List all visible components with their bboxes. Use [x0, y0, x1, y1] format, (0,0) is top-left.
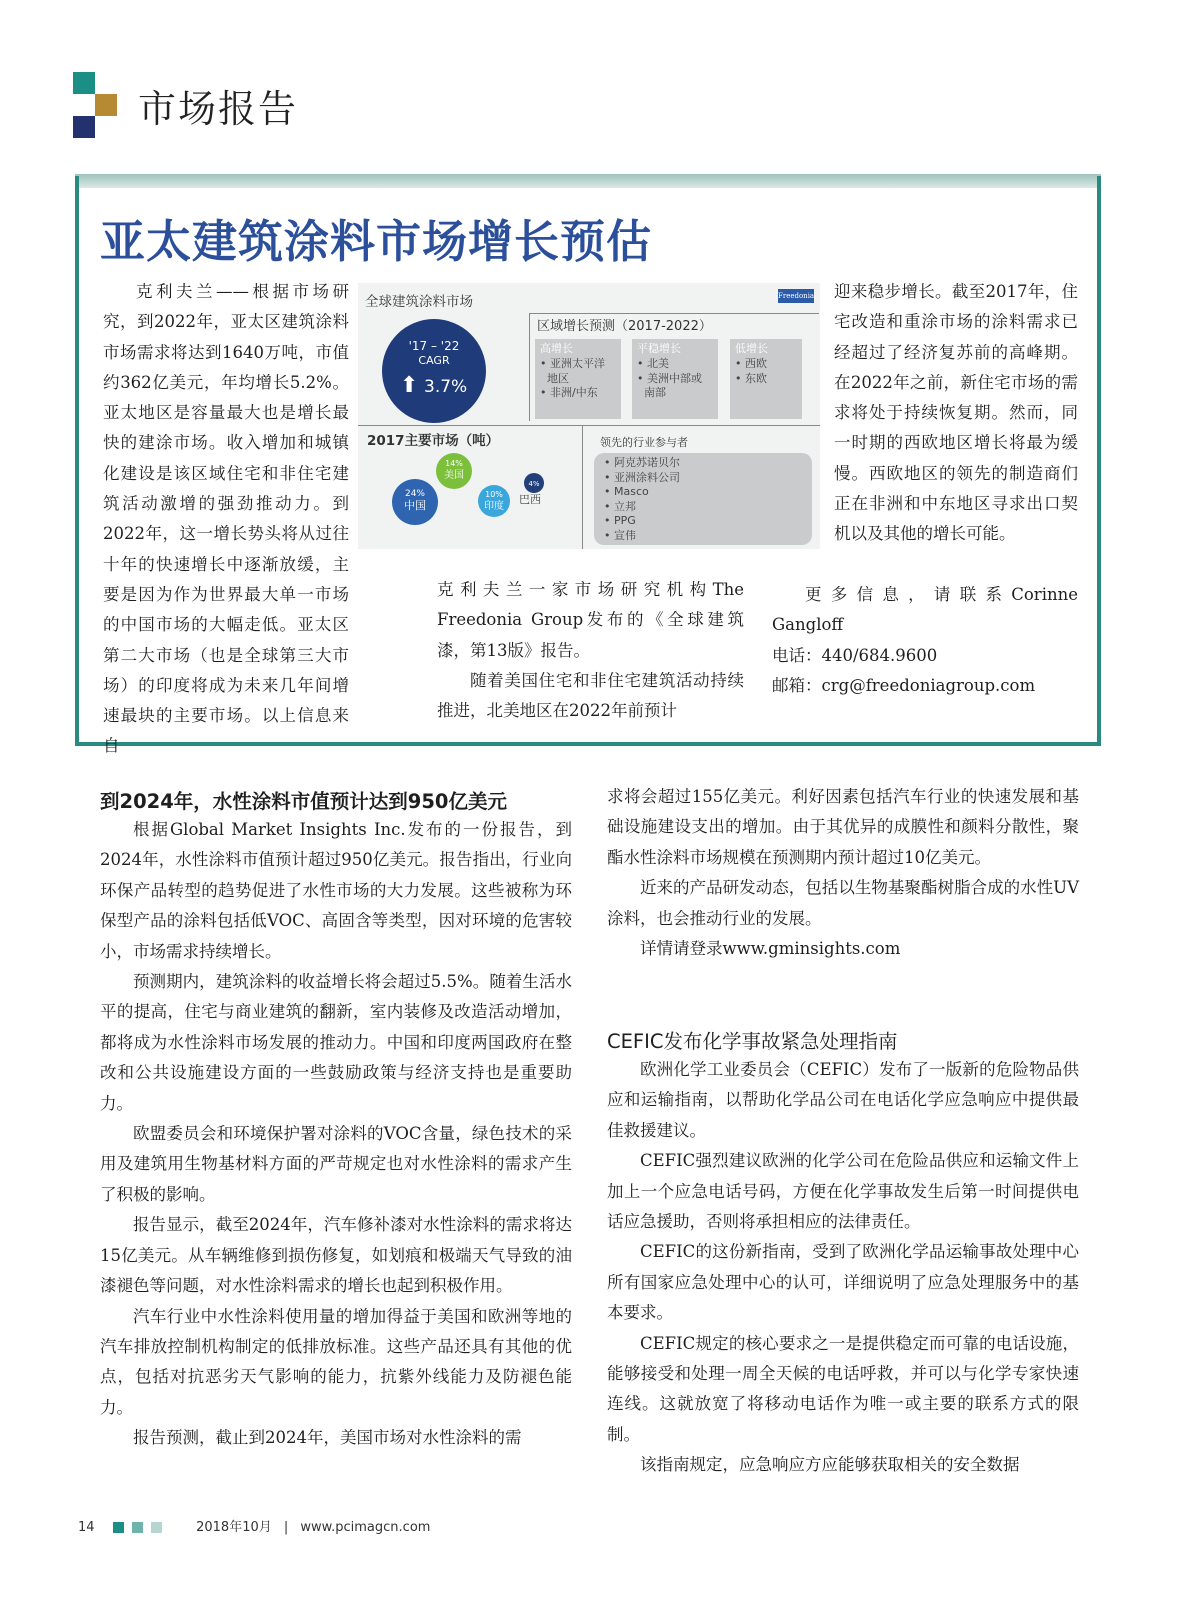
mid-growth-items: • 北美 • 美洲中部或 南部 — [637, 357, 702, 399]
article1-link[interactable]: 详情请登录www.gminsights.com — [640, 939, 901, 959]
players-list: • 阿克苏诺贝尔 • 亚洲涂料公司 • Masco • 立邦 • PPG • 宣伟 — [604, 456, 680, 542]
feature-col1-paragraph: 克利夫兰——根据市场研究，到2022年，亚太区建筑涂料市场需求将达到1640万吨，市值约362亿美元，年均增长5.2%。亚太地区是容量最大也是增长最快的建涂市场。收入增加和城镇化建设是该区域住宅和非住宅建筑活动激增的强劲推动力。到2022年，这一增长势头将从过往十年的快速增长中逐渐放缓，主要是因为作为世界最大单一市场的中国市场的大幅走低。亚太区第二大市场（也是全球第三大市场）的印度将成为未来几年间增速最块的主要市场。以上信息来自 — [103, 282, 349, 756]
players-title: 领先的行业参与者 — [600, 436, 688, 449]
article1-paragraph: 根据Global Market Insights Inc.发布的一份报告，到2024年，水性涂料市值预计超过950亿美元。报告指出，行业向环保产品转型的趋势促进了水性市场的大力发展。这些被称为环保型产品的涂料包括低VOC、高固含等类型，因对环境的危害较小，市场需求持续增长。 — [100, 820, 572, 961]
cagr-label: CAGR — [418, 354, 450, 367]
feature-col1-top — [103, 277, 349, 762]
feature-col3 — [834, 277, 1078, 550]
article2-paragraph: 该指南规定，应急响应方应能够获取相关的安全数据 — [640, 1455, 1020, 1475]
cagr-value: 3.7% — [424, 377, 468, 397]
markets-divider-vertical — [582, 425, 583, 549]
contact-phone: 电话：440/684.9600 — [772, 645, 938, 665]
brazil-label: 巴西 — [519, 493, 541, 506]
bubble-usa-name: 美国 — [444, 470, 464, 481]
page-number: 14 — [78, 1520, 95, 1535]
article2-paragraph: 欧洲化学工业委员会（CEFIC）发布了一版新的危险物品供应和运输指南，以帮助化学品公司在电话化学应急响应中提供最佳救援建议。 — [607, 1060, 1079, 1140]
high-growth-label: 高增长 — [540, 342, 573, 355]
bubble-china-pct: 24% — [404, 489, 425, 499]
article2-paragraph: CEFIC规定的核心要求之一是提供稳定而可靠的电话设施，能够接受和处理一周全天候的电话呼救，并可以与化学专家快速连线。这就放宽了将移动电话作为唯一或主要的联系方式的限制。 — [607, 1333, 1079, 1444]
feature-col3-paragraph: 迎来稳步增长。截至2017年，住宅改造和重涂市场的涂料需求已经超过了经济复苏前的高峰期。在2022年之前，新住宅市场的需求将处于持续恢复期。然而，同一时期的西欧地区增长将最为缓慢。西欧地区的领先的制造商们正在非洲和中东地区寻求出口契机以及其他的增长可能。 — [834, 282, 1078, 544]
up-arrow-icon: ⬆ — [400, 373, 419, 398]
feature-col2 — [437, 575, 744, 726]
bubble-usa-pct: 14% — [445, 459, 463, 468]
article1-paragraph: 近来的产品研发动态，包括以生物基聚酯树脂合成的水性UV涂料，也会推动行业的发展。 — [607, 878, 1079, 928]
article1-paragraph: 汽车行业中水性涂料使用量的增加得益于美国和欧洲等地的汽车排放控制机构制定的低排放标准。这些产品还具有其他的优点，包括对抗恶劣天气影响的能力，抗紫外线能力及防褪色能力。 — [100, 1306, 572, 1417]
logo-square-gold — [95, 94, 117, 116]
bubble-india-name: 印度 — [484, 501, 504, 512]
bubble-china — [392, 479, 438, 525]
low-growth-label: 低增长 — [735, 342, 768, 355]
article2-paragraph: CEFIC的这份新指南，受到了欧洲化学品运输事故处理中心所有国家应急处理中心的认可，详细说明了应急处理服务中的基本要求。 — [607, 1242, 1079, 1323]
footer-square-2 — [132, 1522, 143, 1533]
article2-column — [607, 1055, 1079, 1481]
feature-col2-paragraph-1: 克利夫兰一家市场研究机构The Freedonia Group发布的《全球建筑漆，第13版》报告。 — [437, 580, 744, 660]
bubble-india — [478, 485, 510, 517]
footer — [78, 1516, 430, 1535]
bubble-china-name: 中国 — [404, 499, 426, 512]
footer-date: 2018年10月 — [196, 1520, 272, 1535]
regional-title: 区域增长预测（2017-2022） — [537, 319, 712, 334]
freedonia-logo-text: Freedonia — [778, 292, 815, 300]
contact-more-info: 更多信息，请联系Corinne Gangloff — [772, 585, 1078, 635]
footer-website[interactable]: www.pcimagcn.com — [300, 1520, 431, 1535]
article1-title: 到2024年，水性涂料市值预计达到950亿美元 — [100, 790, 507, 813]
article2-paragraph: CEFIC强烈建议欧洲的化学公司在危险品供应和运输文件上加上一个应急电话号码，方便在化学事故发生后第一时间提供电话应急援助，否则将承担相应的法律责任。 — [607, 1151, 1079, 1232]
footer-separator: | — [283, 1520, 289, 1535]
footer-square-1 — [113, 1522, 124, 1533]
freedonia-logo — [778, 289, 814, 303]
logo-square-teal — [73, 72, 95, 94]
cagr-circle — [382, 319, 486, 423]
mid-growth-label: 平稳增长 — [637, 342, 681, 355]
global-market-title: 全球建筑涂料市场 — [365, 294, 473, 310]
footer-square-3 — [151, 1522, 162, 1533]
article1-right-column — [607, 782, 1079, 964]
bubble-brazil — [524, 473, 544, 493]
feature-col2-paragraph-2: 随着美国住宅和非住宅建筑活动持续推进，北美地区在2022年前预计 — [437, 670, 744, 721]
bubble-usa — [436, 453, 472, 489]
low-growth-items: • 西欧 • 东欧 — [735, 357, 767, 385]
contact-email: 邮箱：crg@freedoniagroup.com — [772, 675, 1036, 695]
cagr-period: '17 – '22 — [408, 339, 460, 353]
article1-paragraph: 报告预测，截止到2024年，美国市场对水性涂料的需 — [133, 1428, 522, 1448]
article1-paragraph: 预测期内，建筑涂料的收益增长将会超过5.5%。随着生活水平的提高，住宅与商业建筑的翻新，室内装修及改造活动增加，都将成为水性涂料市场发展的推动力。中国和印度两国政府在整改和公共设施建设方面的一些鼓励政策与经济支持也是重要助力。 — [100, 972, 572, 1113]
bubble-brazil-pct: 4% — [528, 480, 540, 488]
article1-left-column — [100, 815, 572, 1454]
high-growth-items: • 亚洲太平洋 地区 • 非洲/中东 — [540, 357, 605, 399]
markets-divider-horizontal — [358, 425, 820, 426]
logo-square-navy — [73, 116, 95, 138]
bubble-india-pct: 10% — [485, 490, 503, 499]
regional-divider-vertical — [529, 313, 530, 421]
article1-paragraph: 求将会超过155亿美元。利好因素包括汽车行业的快速发展和基础设施建设支出的增加。由于其优异的成膜性和颜料分散性，聚酯水性涂料市场规模在预测期内预计超过10亿美元。 — [607, 787, 1079, 867]
infographic — [358, 283, 820, 549]
markets-title: 2017主要市场（吨） — [367, 433, 500, 449]
article1-paragraph: 报告显示，截至2024年，汽车修补漆对水性涂料的需求将达15亿美元。从车辆维修到损伤修复，如划痕和极端天气导致的油漆褪色等问题，对水性涂料需求的增长也起到积极作用。 — [100, 1215, 572, 1296]
article2-title: CEFIC发布化学事故紧急处理指南 — [607, 1030, 898, 1053]
feature-contact — [772, 580, 1078, 701]
section-title: 市场报告 — [138, 87, 299, 131]
feature-title: 亚太建筑涂料市场增长预估 — [100, 215, 653, 268]
article1-paragraph: 欧盟委员会和环境保护署对涂料的VOC含量，绿色技术的采用及建筑用生物基材料方面的严苛规定也对水性涂料的需求产生了积极的影响。 — [100, 1124, 572, 1204]
regional-divider-horizontal — [529, 313, 819, 314]
